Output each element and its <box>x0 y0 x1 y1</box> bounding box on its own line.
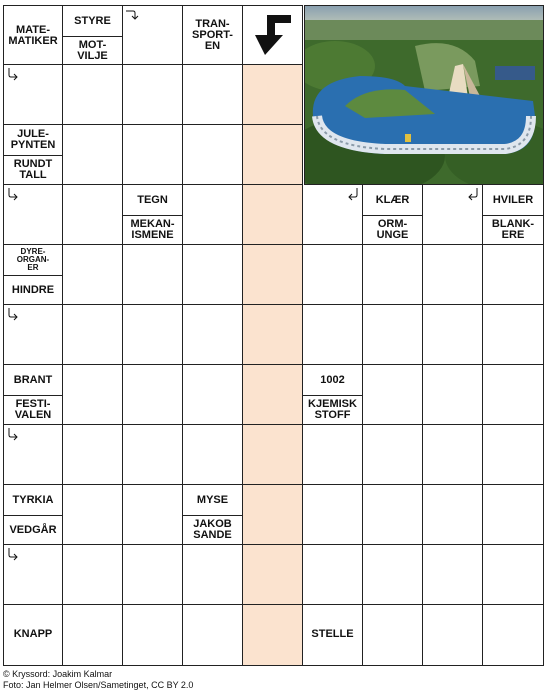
credit-photo: Foto: Jan Helmer Olsen/Sametinget, CC BY 2.0 <box>3 680 194 690</box>
answer-cell[interactable] <box>3 185 63 245</box>
answer-cell[interactable] <box>3 545 63 605</box>
answer-cell[interactable] <box>63 485 123 545</box>
clue-cell <box>183 485 243 545</box>
answer-cell[interactable] <box>123 545 183 605</box>
clue-cell <box>3 365 63 425</box>
answer-cell[interactable] <box>183 365 243 425</box>
clue-direction-arrow-icon <box>6 427 20 441</box>
answer-cell-highlighted[interactable] <box>243 305 303 365</box>
clue-cell <box>183 5 243 65</box>
answer-cell[interactable] <box>423 365 483 425</box>
answer-cell[interactable] <box>63 245 123 305</box>
answer-cell-highlighted[interactable] <box>243 125 303 185</box>
answer-cell[interactable] <box>423 245 483 305</box>
answer-cell[interactable] <box>183 65 243 125</box>
clue-text: MYSE <box>196 493 229 506</box>
clue-direction-arrow-icon <box>6 547 20 561</box>
clue-text: MATE- MATIKER <box>8 23 58 47</box>
answer-cell[interactable] <box>423 425 483 485</box>
answer-cell[interactable] <box>303 545 363 605</box>
answer-cell-highlighted[interactable] <box>243 245 303 305</box>
credit-crossword: © Kryssord: Joakim Kalmar <box>3 669 113 679</box>
answer-cell-highlighted[interactable] <box>243 65 303 125</box>
answer-cell[interactable] <box>63 305 123 365</box>
clue-direction-arrow-icon <box>6 187 20 201</box>
clue-direction-arrow-icon <box>6 67 20 81</box>
clue-text: FESTI- VALEN <box>4 395 62 424</box>
answer-cell[interactable] <box>423 485 483 545</box>
answer-cell[interactable] <box>123 605 183 666</box>
answer-cell-highlighted[interactable] <box>243 485 303 545</box>
clue-direction-arrow-icon <box>6 307 20 321</box>
puzzle-photo <box>304 5 544 185</box>
answer-cell[interactable] <box>363 245 423 305</box>
answer-cell[interactable] <box>303 245 363 305</box>
answer-cell[interactable] <box>123 485 183 545</box>
clue-text: STELLE <box>311 628 354 640</box>
answer-cell[interactable] <box>363 605 423 666</box>
answer-cell[interactable] <box>423 605 483 666</box>
answer-cell[interactable] <box>123 425 183 485</box>
answer-cell[interactable] <box>123 305 183 365</box>
answer-cell[interactable] <box>483 605 544 666</box>
clue-direction-arrow-icon <box>125 8 139 22</box>
clue-text: TRAN- SPORT- EN <box>192 18 233 52</box>
answer-cell[interactable] <box>183 245 243 305</box>
answer-cell[interactable] <box>183 425 243 485</box>
answer-cell[interactable] <box>3 425 63 485</box>
answer-cell-highlighted[interactable] <box>243 185 303 245</box>
answer-cell[interactable] <box>3 305 63 365</box>
answer-cell[interactable] <box>423 305 483 365</box>
answer-cell[interactable] <box>63 185 123 245</box>
answer-cell[interactable] <box>483 425 544 485</box>
answer-cell[interactable] <box>63 605 123 666</box>
answer-cell[interactable] <box>363 485 423 545</box>
credits <box>3 669 193 691</box>
clue-cell <box>483 185 544 245</box>
answer-cell[interactable] <box>483 545 544 605</box>
clue-cell <box>363 185 423 245</box>
answer-cell[interactable] <box>363 545 423 605</box>
answer-cell[interactable] <box>303 185 363 245</box>
clue-text: DYRE- ORGAN- ER <box>16 247 50 272</box>
answer-cell[interactable] <box>303 305 363 365</box>
clue-direction-arrow-icon <box>346 187 360 201</box>
answer-cell[interactable] <box>123 65 183 125</box>
answer-cell[interactable] <box>63 425 123 485</box>
clue-cell <box>303 605 363 666</box>
clue-cell <box>3 245 63 305</box>
clue-text: JAKOB SANDE <box>183 515 242 544</box>
answer-cell-highlighted[interactable] <box>243 545 303 605</box>
answer-cell[interactable] <box>363 425 423 485</box>
answer-cell[interactable] <box>63 365 123 425</box>
answer-cell[interactable] <box>483 485 544 545</box>
solution-column-arrow-icon <box>249 11 303 63</box>
clue-text: ORM- UNGE <box>363 215 422 244</box>
answer-cell[interactable] <box>63 545 123 605</box>
clue-text: KJEMISK STOFF <box>303 395 362 424</box>
answer-cell[interactable] <box>183 305 243 365</box>
clue-text: KNAPP <box>13 628 53 640</box>
answer-cell[interactable] <box>183 545 243 605</box>
clue-text: STYRE <box>74 14 111 27</box>
clue-text: HVILER <box>492 193 534 206</box>
clue-text: MEKAN- ISMENE <box>123 215 182 244</box>
clue-cell <box>3 125 63 185</box>
clue-cell <box>3 605 63 666</box>
clue-cell <box>303 365 363 425</box>
clue-cell <box>3 485 63 545</box>
clue-text: VEDGÅR <box>4 515 62 544</box>
answer-cell[interactable] <box>483 245 544 305</box>
clue-cell <box>123 185 183 245</box>
answer-cell[interactable] <box>123 125 183 185</box>
clue-text: BRANT <box>13 373 53 386</box>
answer-cell[interactable] <box>63 65 123 125</box>
answer-cell-highlighted[interactable] <box>243 605 303 666</box>
answer-cell-highlighted[interactable] <box>243 365 303 425</box>
clue-text: JULE- PYNTEN <box>10 128 56 151</box>
clue-text: MOT- VILJE <box>63 36 122 65</box>
clue-text: HINDRE <box>4 275 62 304</box>
answer-cell[interactable] <box>183 185 243 245</box>
answer-cell[interactable] <box>423 545 483 605</box>
answer-cell[interactable] <box>123 245 183 305</box>
answer-cell[interactable] <box>183 125 243 185</box>
clue-text: RUNDT TALL <box>4 155 62 184</box>
clue-text: TEGN <box>137 193 168 206</box>
answer-cell[interactable] <box>363 365 423 425</box>
photo-building-image <box>305 6 544 185</box>
answer-cell[interactable] <box>123 5 183 65</box>
answer-cell[interactable] <box>303 485 363 545</box>
answer-cell[interactable] <box>423 185 483 245</box>
clue-text: BLANK- ERE <box>483 215 543 244</box>
clue-text: KLÆR <box>375 193 410 206</box>
answer-cell[interactable] <box>483 365 544 425</box>
answer-cell[interactable] <box>183 605 243 666</box>
answer-cell[interactable] <box>303 425 363 485</box>
answer-cell-highlighted[interactable] <box>243 425 303 485</box>
clue-text: TYRKIA <box>12 493 54 506</box>
answer-cell[interactable] <box>363 305 423 365</box>
clue-cell <box>63 5 123 65</box>
answer-cell[interactable] <box>483 305 544 365</box>
answer-cell[interactable] <box>63 125 123 185</box>
clue-text: 1002 <box>320 373 345 386</box>
crossword-grid <box>3 5 544 666</box>
answer-cell[interactable] <box>3 65 63 125</box>
clue-cell <box>3 5 63 65</box>
clue-direction-arrow-icon <box>466 187 480 201</box>
answer-cell[interactable] <box>123 365 183 425</box>
